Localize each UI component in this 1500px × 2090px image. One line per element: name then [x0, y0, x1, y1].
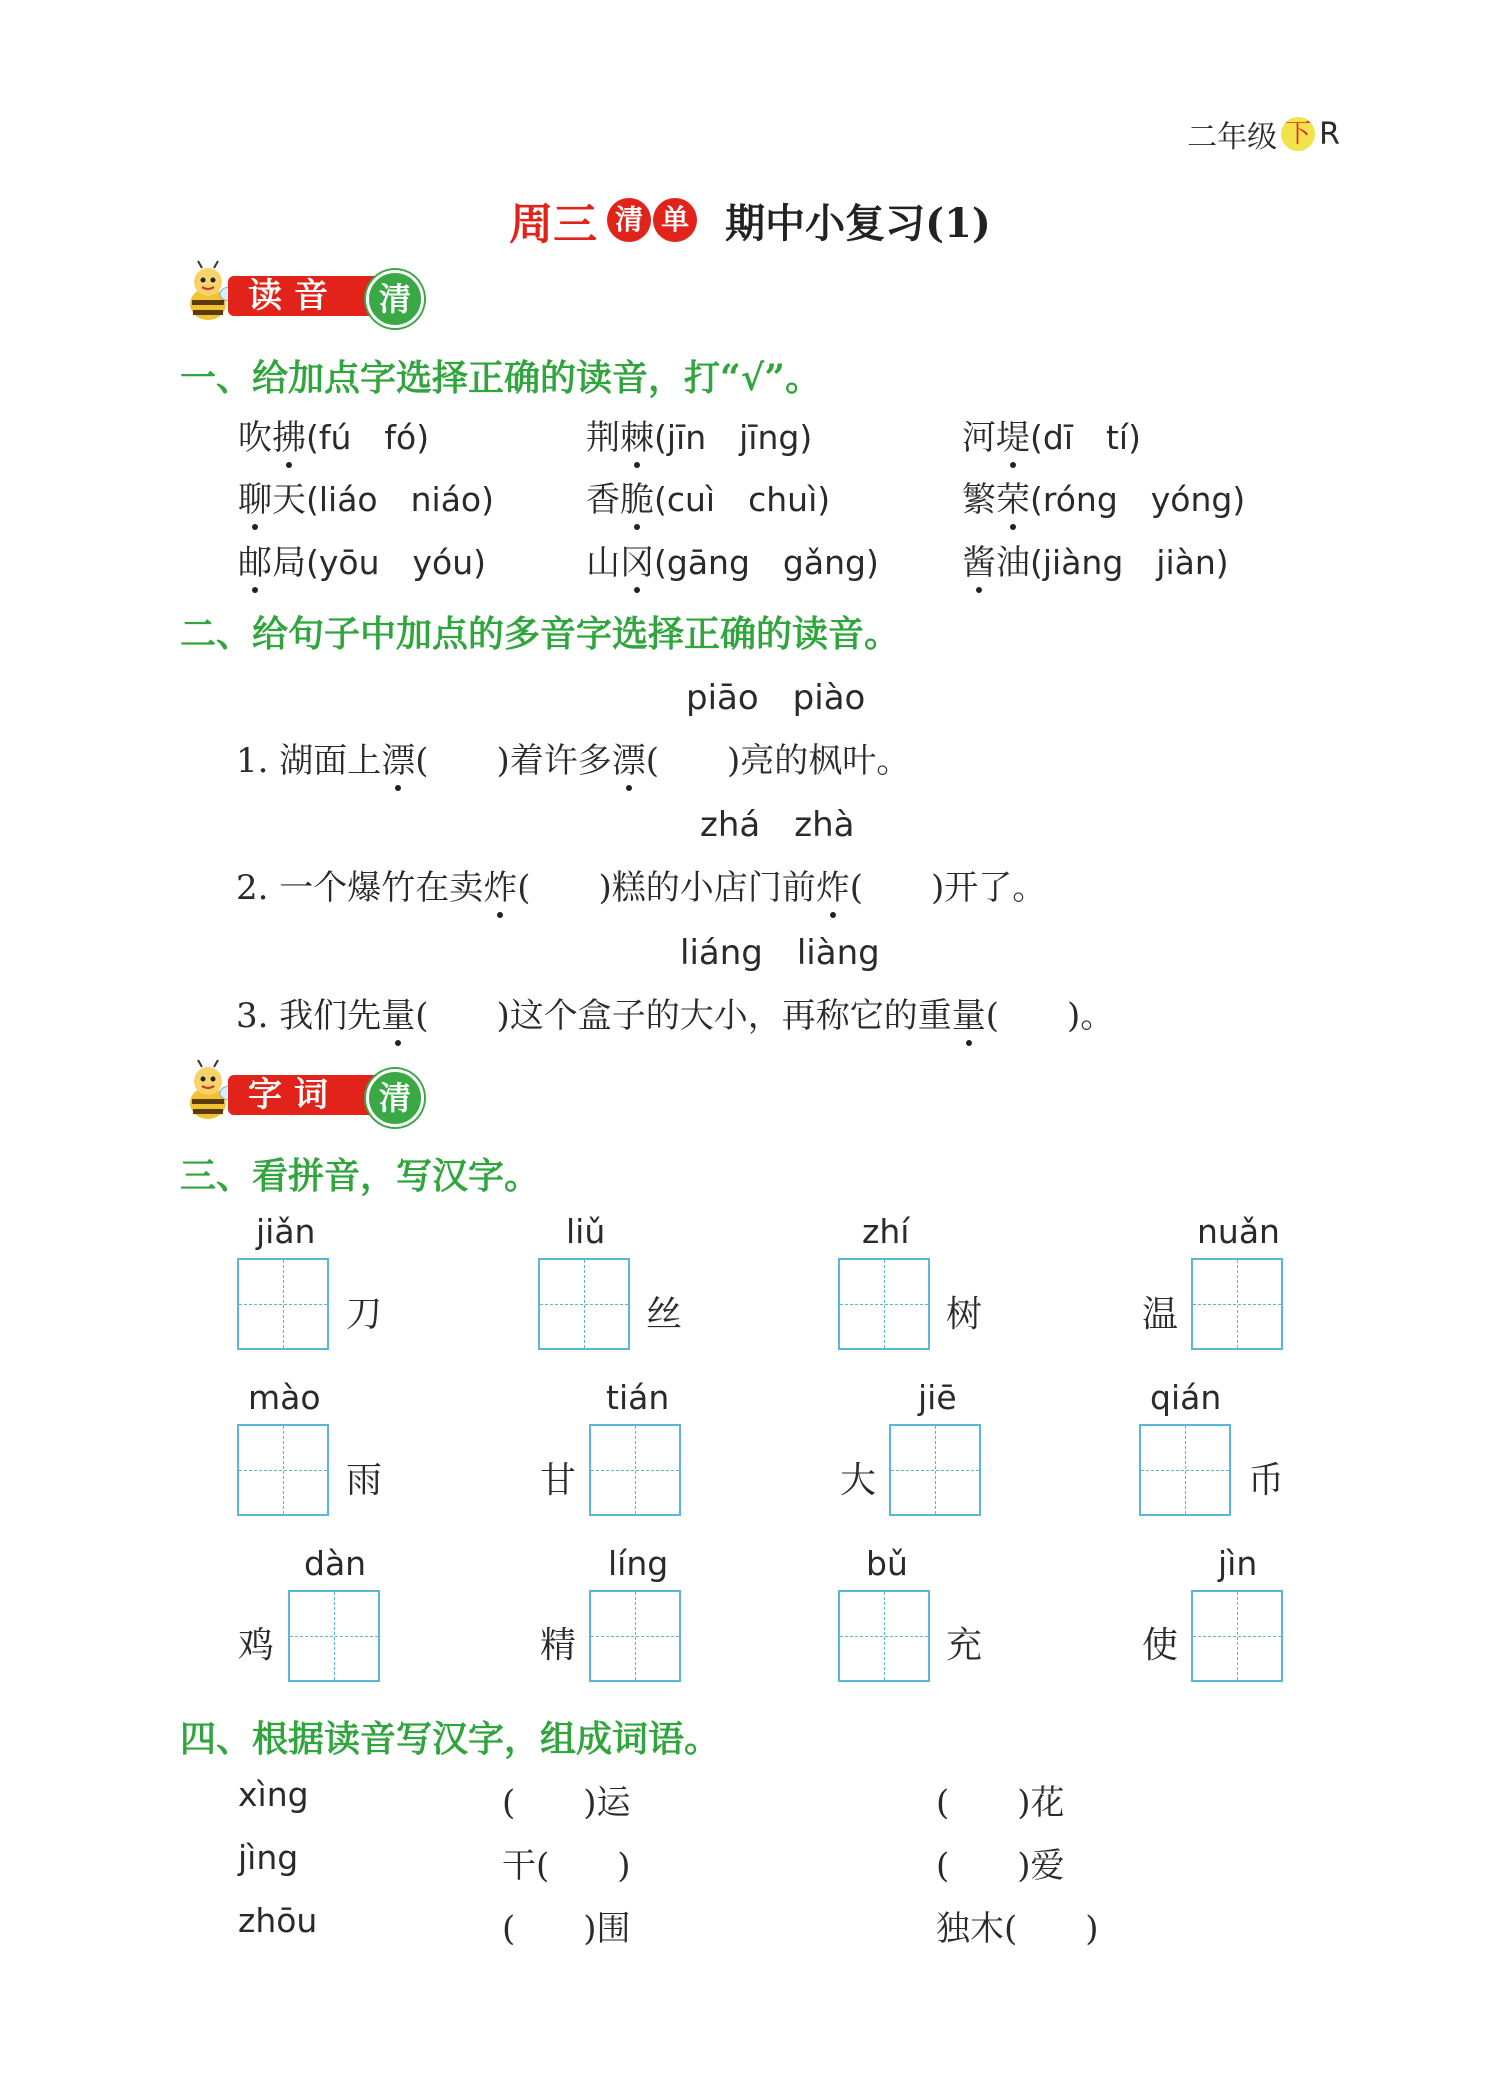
grade-prefix: 二年级 [1187, 120, 1278, 155]
q3-pinyin: bǔ [866, 1544, 908, 1583]
writing-grid-box[interactable] [538, 1258, 630, 1350]
banner-words-label: 字词 [228, 1075, 376, 1115]
q3-pinyin: jiē [918, 1378, 957, 1417]
q2-pinyin-options: liáng liàng [680, 933, 880, 973]
writing-grid-box[interactable] [889, 1424, 981, 1516]
q1-item: 香脆(cuì chuì) [586, 480, 831, 520]
q3-pinyin: dàn [304, 1544, 367, 1583]
grade-suffix: R [1319, 116, 1340, 152]
q4-pinyin: jìng [238, 1838, 299, 1877]
q3-pinyin: nuǎn [1197, 1212, 1280, 1251]
q4-word-blank: ( )爱 [936, 1846, 1065, 1886]
q3-pinyin: mào [248, 1378, 321, 1417]
q2-heading: 二、给句子中加点的多音字选择正确的读音。 [180, 613, 901, 655]
seal-char-1: 清 [607, 198, 651, 242]
banner-reading [178, 258, 418, 328]
q1-item: 河堤(dī tí) [962, 418, 1141, 458]
q2-sentence: 3. 我们先量( )这个盒子的大小，再称它的重量( )。 [236, 996, 1115, 1036]
writing-grid-box[interactable] [237, 1258, 329, 1350]
q3-pinyin: liǔ [566, 1212, 606, 1251]
q3-char: 鸡 [238, 1625, 275, 1666]
q3-heading: 三、看拼音，写汉字。 [180, 1155, 541, 1197]
writing-grid-box[interactable] [1191, 1590, 1283, 1682]
seal-char-2: 单 [653, 198, 697, 242]
q4-word-blank: ( )围 [502, 1909, 631, 1949]
q3-char: 温 [1142, 1294, 1179, 1335]
q2-pinyin-options: piāo piào [686, 678, 866, 718]
banner-words-circle: 清 [366, 1069, 424, 1127]
q3-char: 使 [1142, 1625, 1179, 1666]
page-title [0, 188, 1500, 252]
q3-pinyin: líng [608, 1544, 669, 1583]
q4-pinyin: xìng [238, 1775, 309, 1814]
q4-word-blank: 干( ) [502, 1846, 631, 1886]
qingdan-seal [607, 198, 697, 242]
grade-semester-badge: 下 [1281, 117, 1315, 151]
q4-heading: 四、根据读音写汉字，组成词语。 [180, 1718, 721, 1760]
q3-char: 大 [840, 1460, 877, 1501]
q3-char: 刀 [346, 1294, 383, 1335]
banner-reading-label: 读音 [228, 276, 376, 316]
q3-char: 雨 [346, 1460, 383, 1501]
banner-words [178, 1057, 418, 1127]
writing-grid-box[interactable] [1139, 1424, 1231, 1516]
grade-label [1187, 112, 1340, 156]
q1-item: 荆棘(jīn jīng) [586, 418, 813, 458]
q3-pinyin: zhí [862, 1212, 910, 1251]
writing-grid-box[interactable] [288, 1590, 380, 1682]
banner-reading-circle: 清 [366, 270, 424, 328]
q1-item: 酱油(jiàng jiàn) [962, 543, 1229, 583]
q3-char: 精 [540, 1625, 577, 1666]
q4-word-blank: ( )花 [936, 1783, 1065, 1823]
q3-pinyin: qián [1150, 1378, 1222, 1417]
q2-pinyin-options: zhá zhà [700, 805, 855, 845]
q3-pinyin: jiǎn [256, 1212, 316, 1251]
q4-word-blank: ( )运 [502, 1783, 631, 1823]
title-day: 周三 [509, 199, 598, 250]
q3-char: 充 [946, 1625, 983, 1666]
q1-item: 繁荣(róng yóng) [962, 480, 1246, 520]
q4-pinyin: zhōu [238, 1901, 318, 1940]
writing-grid-box[interactable] [237, 1424, 329, 1516]
q1-item: 吹拂(fú fó) [238, 418, 430, 458]
q2-sentence: 2. 一个爆竹在卖炸( )糕的小店门前炸( )开了。 [236, 868, 1047, 908]
q3-pinyin: tián [606, 1378, 670, 1417]
q1-item: 山冈(gāng gǎng) [586, 543, 879, 583]
q1-item: 邮局(yōu yóu) [238, 543, 487, 583]
q3-char: 币 [1248, 1460, 1285, 1501]
q3-pinyin: jìn [1218, 1544, 1258, 1583]
q3-char: 丝 [646, 1294, 683, 1335]
q4-word-blank: 独木( ) [936, 1909, 1099, 1949]
q3-char: 树 [946, 1294, 983, 1335]
q2-sentence: 1. 湖面上漂( )着许多漂( )亮的枫叶。 [236, 741, 911, 781]
writing-grid-box[interactable] [838, 1590, 930, 1682]
writing-grid-box[interactable] [589, 1590, 681, 1682]
writing-grid-box[interactable] [589, 1424, 681, 1516]
title-day-block [509, 188, 697, 252]
writing-grid-box[interactable] [1191, 1258, 1283, 1350]
q1-heading: 一、给加点字选择正确的读音，打“√”。 [180, 357, 822, 399]
q1-item: 聊天(liáo niáo) [238, 480, 494, 520]
writing-grid-box[interactable] [838, 1258, 930, 1350]
title-main: 期中小复习(1) [725, 199, 991, 247]
q3-char: 甘 [540, 1460, 577, 1501]
